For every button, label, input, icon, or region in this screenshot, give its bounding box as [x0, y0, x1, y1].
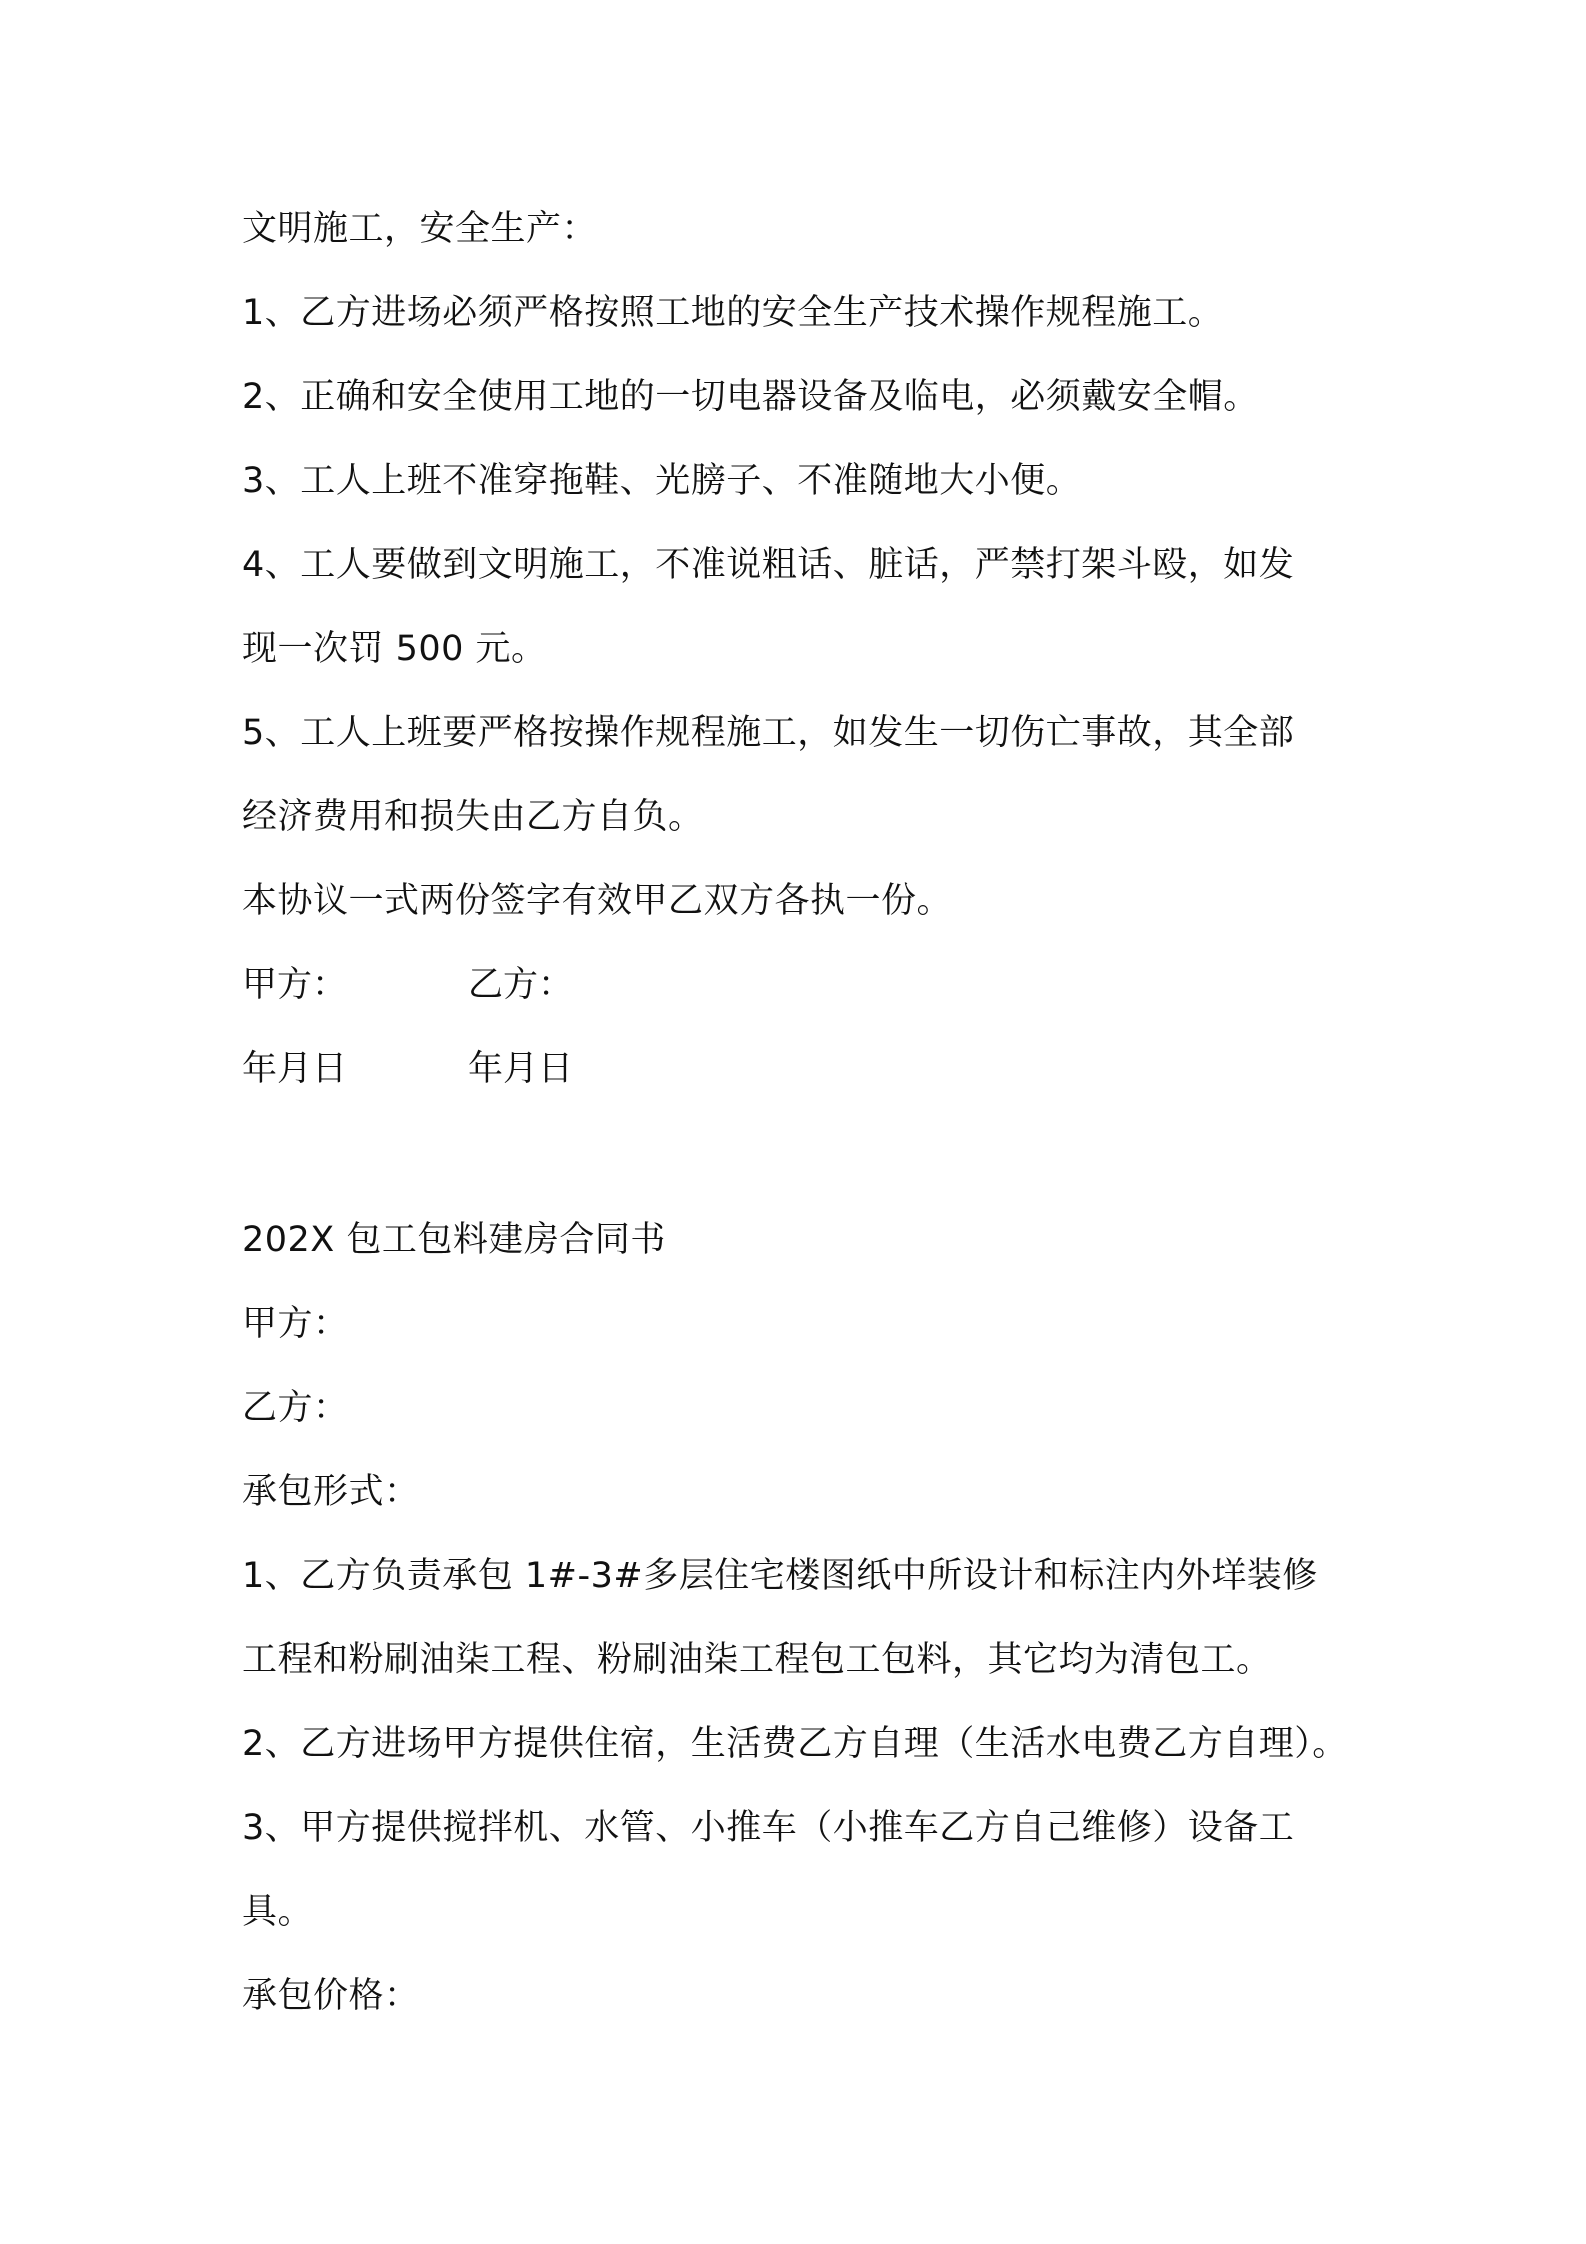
- contract-item-3: 3、甲方提供搅拌机、水管、小推车（小推车乙方自己维修）设备工: [242, 1808, 1295, 1848]
- safety-item-1: 1、乙方进场必须严格按照工地的安全生产技术操作规程施工。: [242, 293, 1224, 333]
- contract-title: 202X 包工包料建房合同书: [242, 1220, 666, 1260]
- party-b-signature-label: 乙方：: [468, 965, 574, 1005]
- date-row: [242, 1045, 942, 1093]
- agreement-closing: 本协议一式两份签字有效甲乙双方各执一份。: [242, 881, 953, 921]
- party-b-line: 乙方：: [242, 1388, 349, 1428]
- contract-item-3-cont: 具。: [242, 1892, 314, 1932]
- contract-price-heading: 承包价格：: [242, 1976, 420, 2016]
- contract-item-1-cont: 工程和粉刷油柒工程、粉刷油柒工程包工包料，其它均为清包工。: [242, 1640, 1272, 1680]
- party-a-date: 年月日: [242, 1049, 348, 1089]
- signature-row: [242, 961, 942, 1009]
- party-b-date: 年月日: [468, 1049, 574, 1089]
- safety-item-2: 2、正确和安全使用工地的一切电器设备及临电，必须戴安全帽。: [242, 377, 1259, 417]
- contract-item-2: 2、乙方进场甲方提供住宿，生活费乙方自理（生活水电费乙方自理）。: [242, 1724, 1348, 1764]
- safety-item-3: 3、工人上班不准穿拖鞋、光膀子、不准随地大小便。: [242, 461, 1082, 501]
- section-heading-safety: 文明施工，安全生产：: [242, 209, 598, 249]
- safety-item-4: 4、工人要做到文明施工，不准说粗话、脏话，严禁打架斗殴，如发: [242, 545, 1295, 585]
- party-a-signature-label: 甲方：: [242, 965, 348, 1005]
- safety-item-5: 5、工人上班要严格按操作规程施工，如发生一切伤亡事故，其全部: [242, 713, 1295, 753]
- safety-item-4-cont: 现一次罚 500 元。: [242, 629, 547, 669]
- contract-form-heading: 承包形式：: [242, 1472, 420, 1512]
- party-a-line: 甲方：: [242, 1304, 349, 1344]
- contract-item-1: 1、乙方负责承包 1#-3#多层住宅楼图纸中所设计和标注内外垟装修: [242, 1556, 1318, 1596]
- safety-item-5-cont: 经济费用和损失由乙方自负。: [242, 797, 704, 837]
